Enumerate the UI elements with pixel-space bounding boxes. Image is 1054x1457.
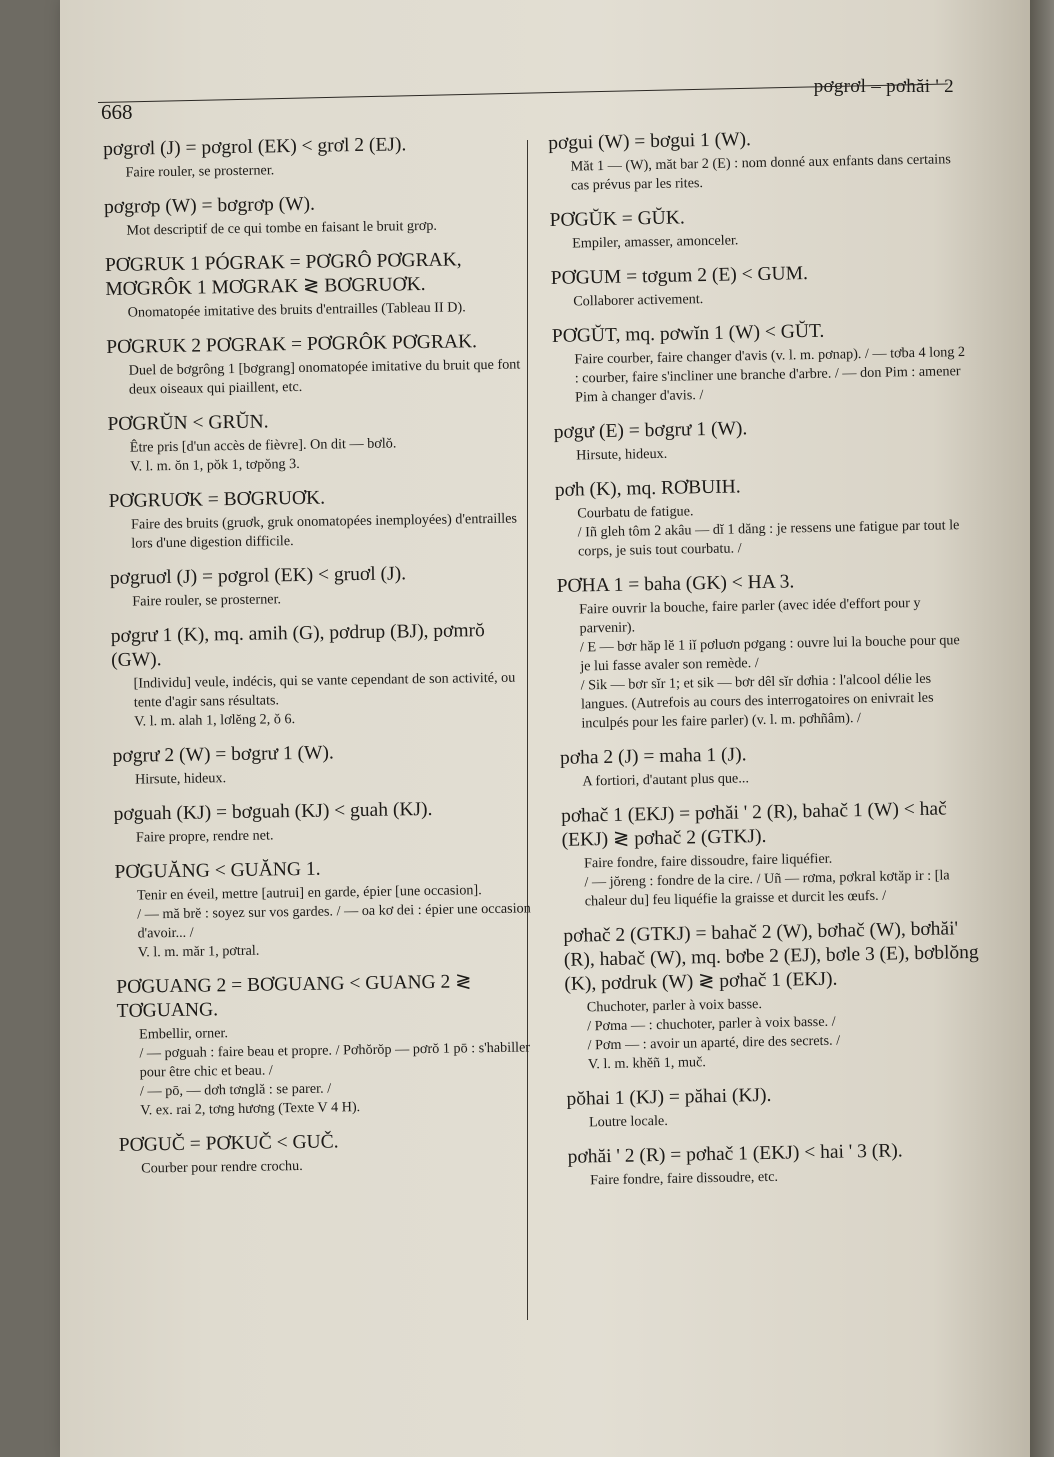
- entry-definition: Duel de bơgrông 1 [bơgrang] onomatopée imitative du bruit que font deux oiseaux qui piaillent, etc.: [128, 356, 521, 398]
- dictionary-entry: [113, 796, 534, 848]
- entry-headword: pơgruơl (J) = pơgrol (EK) < gruơl (J).: [109, 563, 407, 589]
- entry-example: V. l. m. ŏn 1, pŏk 1, tơpŏng 3.: [130, 455, 300, 475]
- entry-definition: Mot descriptif de ce qui tombe en faisant le bruit grơp.: [126, 217, 438, 239]
- entry-definition: Faire rouler, se prosterner.: [125, 162, 275, 181]
- next-page-edge: [1030, 0, 1054, 1457]
- dictionary-entry: [116, 969, 538, 1121]
- entry-definition: Loutre locale.: [588, 1112, 668, 1131]
- dictionary-entry: [119, 1127, 540, 1179]
- entry-definition: Embellir, orner.: [138, 1025, 229, 1043]
- entry-definition: Onomatopée imitative des bruits d'entrailles (Tableau II D).: [127, 299, 466, 321]
- dictionary-entry: [114, 854, 536, 963]
- entry-example: / Pơma — : chuchoter, parler à voix basse. /: [587, 1013, 836, 1035]
- right-column: [548, 124, 984, 1204]
- entry-headword: pơha 2 (J) = maha 1 (J).: [559, 744, 747, 769]
- entry-definition: Tenir en éveil, mettre [autrui] en garde, épier [une occasion].: [136, 882, 482, 904]
- entry-headword: pơgrư 1 (K), mq. amih (G), pơdrup (BJ), pơmrŏ (GW).: [110, 620, 485, 671]
- entry-definition: Faire propre, rendre net.: [135, 827, 274, 846]
- dictionary-entry: [557, 567, 975, 734]
- dictionary-entry: [104, 189, 525, 241]
- entry-example: / — mă brĕ : soyez sur vos gardes. / — oa kơ dei : épier une occasion d'avoir... /: [137, 900, 531, 942]
- entry-definition: Faire des bruits (gruơk, gruk onomatopées inemployées) d'entrailles lors d'une digestion difficile.: [130, 510, 518, 552]
- entry-definition: Faire courber, faire changer d'avis (v. l. m. pơnap). / — tơba 4 long 2 : courber, faire s'incliner une branche d'arbre. / — don Pim : amener Pim à changer d'avis. /: [574, 344, 966, 406]
- dictionary-entry: [111, 618, 533, 732]
- dictionary-entry: [561, 797, 978, 912]
- entry-definition: Măt 1 — (W), măt bar 2 (E) : nom donné aux enfants dans certains cas prévus par les rites.: [570, 151, 951, 194]
- dictionary-entry: [567, 1138, 983, 1191]
- entry-example: / — pơguah : faire beau et propre. / Pơhŏrŏp — pơrŏ 1 pō : s'habiller pour être chic et beau. /: [139, 1039, 531, 1081]
- entry-headword: pơhač 1 (EKJ) = pơhăi ' 2 (R), bahač 1 (W) < hač (EKJ) ≷ pơhač 2 (GTKJ).: [560, 798, 947, 851]
- running-head: pơgrơl – pơhăi ' 2: [813, 76, 954, 97]
- entry-definition: Courbatu de fatigue.: [577, 503, 694, 522]
- entry-headword: PƠGRUK 1 PÓGRAK = PƠGRÔ PƠGRAK, MƠGRÔK 1 MƠGRAK ≷ BƠGRUƠK.: [104, 249, 462, 300]
- dictionary-entry: [113, 738, 534, 790]
- entry-definition: Chuchoter, parler à voix basse.: [586, 996, 763, 1016]
- entry-headword: pơhăi ' 2 (R) = pơhač 1 (EKJ) < hai ' 3 (R).: [567, 1140, 903, 1168]
- dictionary-entry: [103, 131, 524, 183]
- entry-headword: pơgrư 2 (W) = bơgrư 1 (W).: [112, 742, 335, 767]
- entry-example: V. l. m. măr 1, pơtral.: [137, 942, 260, 961]
- entry-definition: [Individu] veule, indécis, qui se vante cependant de son activité, ou tente d'agir sans résultats.: [133, 669, 516, 711]
- entry-definition: Faire fondre, faire dissoudre, faire liquéfier.: [583, 850, 833, 872]
- dictionary-entry: [560, 739, 976, 792]
- entry-definition: Faire fondre, faire dissoudre, etc.: [589, 1168, 779, 1189]
- entry-definition: Faire ouvrir la bouche, faire parler (avec idée d'effort pour y parvenir).: [579, 594, 921, 637]
- dictionary-entry: [551, 259, 967, 312]
- entry-headword: pŏhai 1 (KJ) = păhai (KJ).: [566, 1084, 772, 1110]
- entry-example: V. ex. rai 2, tơng hương (Texte V 4 H).: [140, 1099, 361, 1119]
- dictionary-entry: [548, 124, 964, 196]
- entry-headword: pơgrơl (J) = pơgrol (EK) < grơl 2 (EJ).: [103, 134, 407, 160]
- entry-headword: PƠGŬT, mq. pơwĭn 1 (W) < GŬT.: [551, 320, 825, 347]
- dictionary-entry: [555, 471, 972, 562]
- entry-headword: PƠGRŬN < GRŬN.: [107, 411, 269, 435]
- entry-example: / — pō, — dơh tơnglă : se parer. /: [139, 1080, 332, 1100]
- entry-definition: Faire rouler, se prosterner.: [132, 591, 282, 610]
- entry-definition: Empiler, amasser, amonceler.: [571, 232, 739, 252]
- dictionary-entry: [554, 413, 970, 466]
- dictionary-entry: [566, 1080, 982, 1133]
- dictionary-entry: [552, 317, 969, 408]
- dictionary-entry: [110, 560, 531, 612]
- entry-example: V. l. m. khĕñ 1, muč.: [587, 1054, 707, 1073]
- dictionary-entry: [106, 329, 527, 400]
- entry-headword: PƠGUM = tơgum 2 (E) < GUM.: [550, 263, 809, 289]
- dictionary-entry: [563, 917, 981, 1075]
- entry-headword: pơgui (W) = bơgui 1 (W).: [548, 129, 752, 154]
- entry-headword: pơgư (E) = bơgrư 1 (W).: [553, 418, 748, 443]
- entry-definition: Hirsute, hideux.: [134, 770, 227, 788]
- entry-example: / — jŏreng : fondre de la cire. / Uñ — rơma, pơkral kơtăp ir : [la chaleur du] feu liquéfie la graisse et durcit les œufs. /: [584, 867, 950, 910]
- entry-definition: Hirsute, hideux.: [576, 445, 668, 464]
- left-column: [103, 131, 540, 1191]
- entry-headword: pơgrơp (W) = bơgrơp (W).: [103, 193, 316, 218]
- entry-headword: PƠGUANG 2 = BƠGUANG < GUANG 2 ≷ TƠGUANG.: [116, 971, 472, 1022]
- dictionary-entry: [105, 247, 526, 323]
- entry-headword: PƠGŬK = GŬK.: [549, 207, 685, 231]
- entry-headword: pơh (K), mq. RƠBUIH.: [554, 476, 741, 501]
- entry-headword: pơhač 2 (GTKJ) = bahač 2 (W), bơhač (W), bơhăi' (R), habač (W), mq. bơbe 2 (EJ), bơle 3 (E), bơblŏng (K), pơdruk (W) ≷ pơhač 1 (EKJ).: [563, 918, 979, 995]
- entry-headword: PƠGRUK 2 PƠGRAK = PƠGRÔK PƠGRAK.: [106, 331, 478, 358]
- entry-definition: A fortiori, d'autant plus que...: [582, 770, 750, 790]
- entry-example: / E — bơr hăp lĕ 1 iĭ pơluơn pơgang : ouvre lui la bouche pour que je lui fasse avaler son remède. /: [579, 632, 960, 675]
- entry-definition: Courber pour rendre crochu.: [141, 1157, 303, 1177]
- entry-definition: Être pris [d'un accès de fièvre]. On dit — bơlŏ.: [129, 435, 397, 456]
- entry-headword: PƠGUĂNG < GUĂNG 1.: [114, 858, 321, 883]
- entry-example: / Sik — bơr sĭr 1; et sik — bơr dêl sĭr dơhia : l'alcool délie les langues. (Autrefois au cours des interrogatoires on enivrait les inculpés pour les faire parler) (v. l. m. pơhñâm). /: [580, 670, 934, 732]
- entry-example: / Iñ gleh tôm 2 akâu — dĭ 1 dăng : je ressens une fatigue par tout le corps, je suis tout courbatu. /: [577, 517, 960, 560]
- entry-headword: pơguah (KJ) = bơguah (KJ) < guah (KJ).: [113, 798, 433, 825]
- dictionary-entry: [107, 406, 528, 477]
- entry-definition: Collaborer activement.: [573, 291, 704, 310]
- dictionary-entry: [549, 201, 965, 254]
- entry-headword: PƠGRUƠK = BƠGRUƠK.: [108, 487, 326, 512]
- entry-headword: PƠHA 1 = baha (GK) < HA 3.: [556, 571, 795, 597]
- page-number: 668: [101, 100, 133, 124]
- dictionary-entry: [109, 483, 530, 554]
- entry-example: V. l. m. alah 1, lơlĕng 2, ŏ 6.: [134, 711, 296, 730]
- entry-example: / Pơm — : avoir un aparté, dire des secrets. /: [587, 1032, 841, 1054]
- entry-headword: PƠGUČ = PƠKUČ < GUČ.: [118, 1131, 339, 1156]
